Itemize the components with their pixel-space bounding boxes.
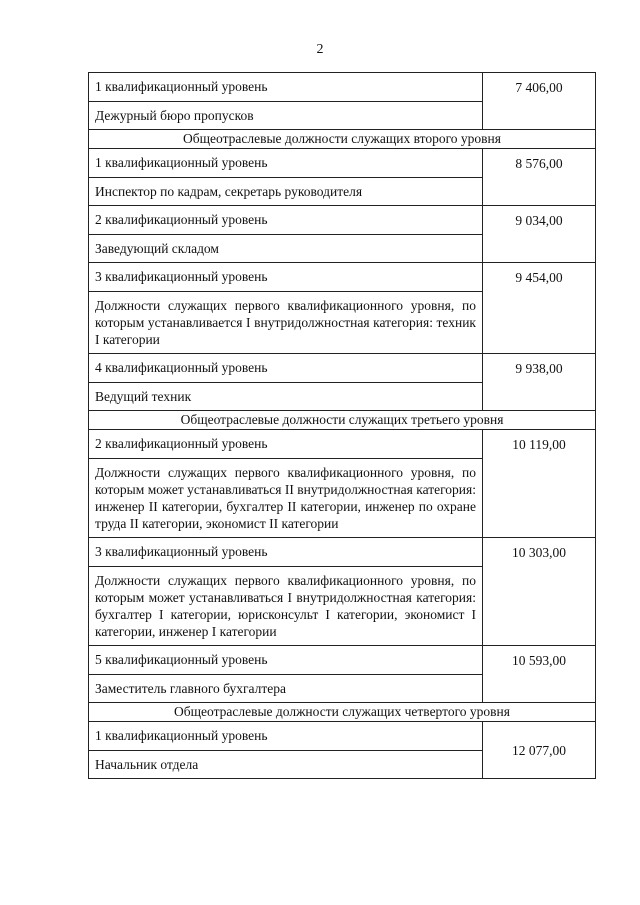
table-row	[89, 430, 596, 538]
table-row	[89, 411, 596, 430]
salary-table	[88, 72, 596, 779]
position-list: Начальник отдела	[95, 757, 199, 772]
qualification-level: 4 квалификационный уровень	[89, 354, 482, 383]
table-row	[89, 73, 596, 130]
table-row	[89, 722, 596, 779]
salary-amount: 7 406,00	[483, 73, 596, 130]
table-row	[89, 646, 596, 703]
qualification-level: 1 квалификационный уровень	[89, 722, 482, 751]
table-row	[89, 149, 596, 206]
description-cell	[89, 646, 483, 703]
group-header: Общеотраслевые должности служащих четвертого уровня	[89, 703, 596, 722]
qualification-level: 3 квалификационный уровень	[89, 263, 482, 292]
table-row	[89, 538, 596, 646]
position-list: Должности служащих первого квалификационного уровня, по которым может устанавливаться II внутридолжностная категория: инженер II категории, бухгалтер II категории, инженер по охране труда II категории, экономист II категории	[95, 465, 476, 531]
salary-amount: 12 077,00	[483, 722, 596, 779]
group-header: Общеотраслевые должности служащих второго уровня	[89, 130, 596, 149]
table-row	[89, 130, 596, 149]
position-list: Должности служащих первого квалификационного уровня, по которым устанавливается I внутридолжностная категория: техник I категории	[95, 298, 476, 347]
position-list: Заведующий складом	[95, 241, 219, 256]
salary-amount: 9 034,00	[483, 206, 596, 263]
salary-amount: 8 576,00	[483, 149, 596, 206]
qualification-level: 3 квалификационный уровень	[89, 538, 482, 567]
table-row	[89, 206, 596, 263]
salary-amount: 10 119,00	[483, 430, 596, 538]
description-cell	[89, 263, 483, 354]
salary-amount: 10 593,00	[483, 646, 596, 703]
description-cell	[89, 149, 483, 206]
qualification-level: 1 квалификационный уровень	[89, 149, 482, 178]
table-row	[89, 354, 596, 411]
table-row	[89, 703, 596, 722]
page-number: 2	[316, 42, 324, 57]
description-cell	[89, 722, 483, 779]
description-cell	[89, 206, 483, 263]
description-cell	[89, 430, 483, 538]
qualification-level: 1 квалификационный уровень	[89, 73, 482, 102]
position-list: Дежурный бюро пропусков	[95, 108, 254, 123]
salary-amount: 9 454,00	[483, 263, 596, 354]
description-cell	[89, 73, 483, 130]
qualification-level: 5 квалификационный уровень	[89, 646, 482, 675]
position-list: Должности служащих первого квалификационного уровня, по которым может устанавливаться I внутридолжностная категория: бухгалтер I категории, юрисконсульт I категории, экономист I категории, инженер I категории	[95, 573, 476, 639]
position-list: Инспектор по кадрам, секретарь руководителя	[95, 184, 363, 199]
salary-amount: 9 938,00	[483, 354, 596, 411]
description-cell	[89, 538, 483, 646]
description-cell	[89, 354, 483, 411]
position-list: Ведущий техник	[95, 389, 192, 404]
qualification-level: 2 квалификационный уровень	[89, 206, 482, 235]
group-header: Общеотраслевые должности служащих третьего уровня	[89, 411, 596, 430]
position-list: Заместитель главного бухгалтера	[95, 681, 287, 696]
table-row	[89, 263, 596, 354]
qualification-level: 2 квалификационный уровень	[89, 430, 482, 459]
salary-amount: 10 303,00	[483, 538, 596, 646]
